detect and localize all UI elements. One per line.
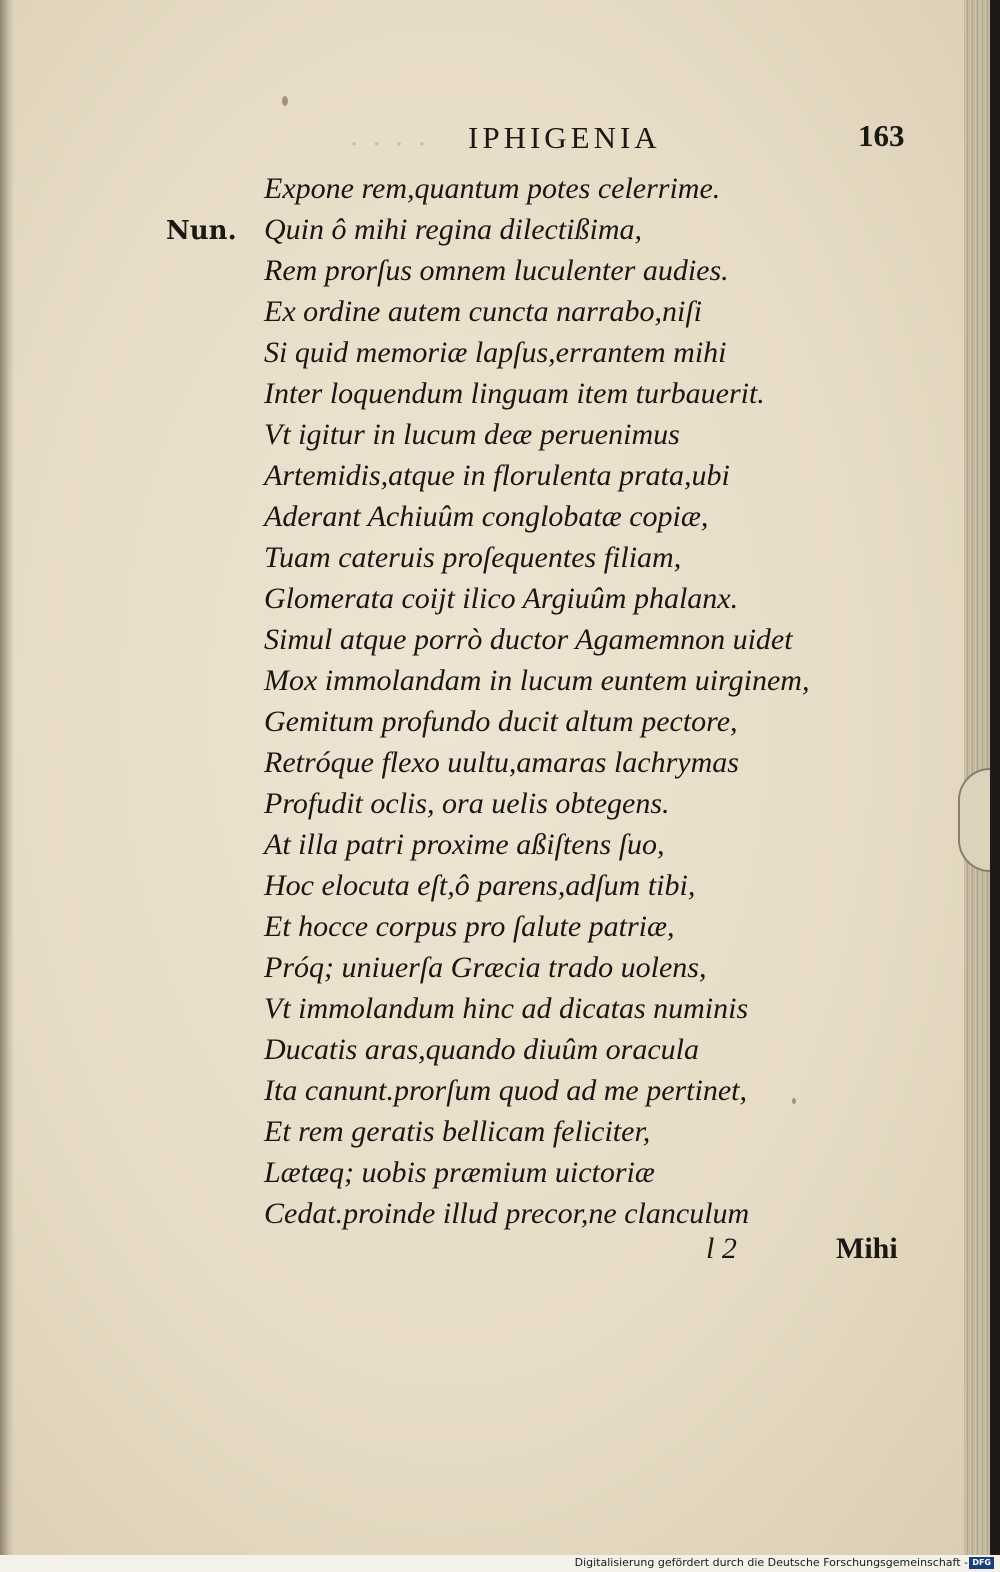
verse-line: Aderant Achiuûm conglobatæ copiæ, — [264, 500, 709, 533]
verse-line: Si quid memoriæ lapſus,errantem mihi — [264, 336, 727, 369]
page-number: 163 — [858, 118, 905, 153]
verse-line: Et rem geratis bellicam feliciter, — [264, 1115, 651, 1148]
dfg-logo: DFG — [969, 1557, 994, 1569]
verse-line: Vt immolandum hinc ad dicatas numinis — [264, 992, 749, 1025]
verse-line: Vt igitur in lucum deæ peruenimus — [264, 418, 680, 451]
verse-line: Gemitum profundo ducit altum pectore, — [264, 705, 738, 738]
verse-line: Inter loquendum linguam item turbauerit. — [264, 377, 765, 410]
signature-mark: l 2 — [706, 1232, 737, 1265]
verse-line: Cedat.proinde illud precor,ne clanculum — [264, 1197, 750, 1230]
verse-line: Retróque flexo uultu,amaras lachrymas — [264, 746, 739, 779]
speaker-label: Nun. — [166, 216, 237, 246]
show-through-text: . . . . — [350, 122, 429, 152]
page-gutter — [0, 0, 14, 1572]
catchword: Mihi — [836, 1232, 898, 1265]
verse-line: Ita canunt.prorſum quod ad me pertinet, — [264, 1074, 748, 1107]
verse-line: Próq; uniuerſa Græcia trado uolens, — [264, 951, 707, 984]
verse-line: Hoc elocuta eſt,ô parens,adſum tibi, — [264, 869, 696, 902]
verse-line: Mox immolandam in lucum euntem uirginem, — [264, 664, 810, 697]
verse-line: Expone rem,quantum potes celerrime. — [264, 172, 721, 205]
verse-line: Quin ô mihi regina dilectißima, — [264, 213, 643, 246]
verse-line: Profudit oclis, ora uelis obtegens. — [264, 787, 670, 820]
verse-line: At illa patri proxime aßiſtens ſuo, — [264, 828, 665, 861]
funding-credit: Digitalisierung gefördert durch die Deutsche Forschungsgemeinschaft - — [574, 1556, 968, 1569]
verse-text — [264, 168, 904, 1234]
verse-line: Rem prorſus omnem luculenter audies. — [264, 254, 729, 287]
verse-line: Glomerata coijt ilico Argiuûm phalanx. — [264, 582, 739, 615]
verse-line: Ducatis aras,quando diuûm oracula — [264, 1033, 699, 1066]
verse-line: Et hocce corpus pro ſalute patriæ, — [264, 910, 675, 943]
verse-line: Tuam cateruis proſequentes filiam, — [264, 541, 682, 574]
verse-line: Ex ordine autem cuncta narrabo,niſi — [264, 295, 702, 328]
ink-speck — [282, 96, 288, 106]
verse-line: Simul atque porrò ductor Agamemnon uidet — [264, 623, 793, 656]
page-tab-marker — [958, 768, 990, 872]
page-header — [0, 118, 990, 158]
verse-line: Artemidis,atque in florulenta prata,ubi — [264, 459, 730, 492]
running-title: IPHIGENIA — [468, 120, 661, 155]
verse-line: Lætæq; uobis præmium uictoriæ — [264, 1156, 655, 1189]
